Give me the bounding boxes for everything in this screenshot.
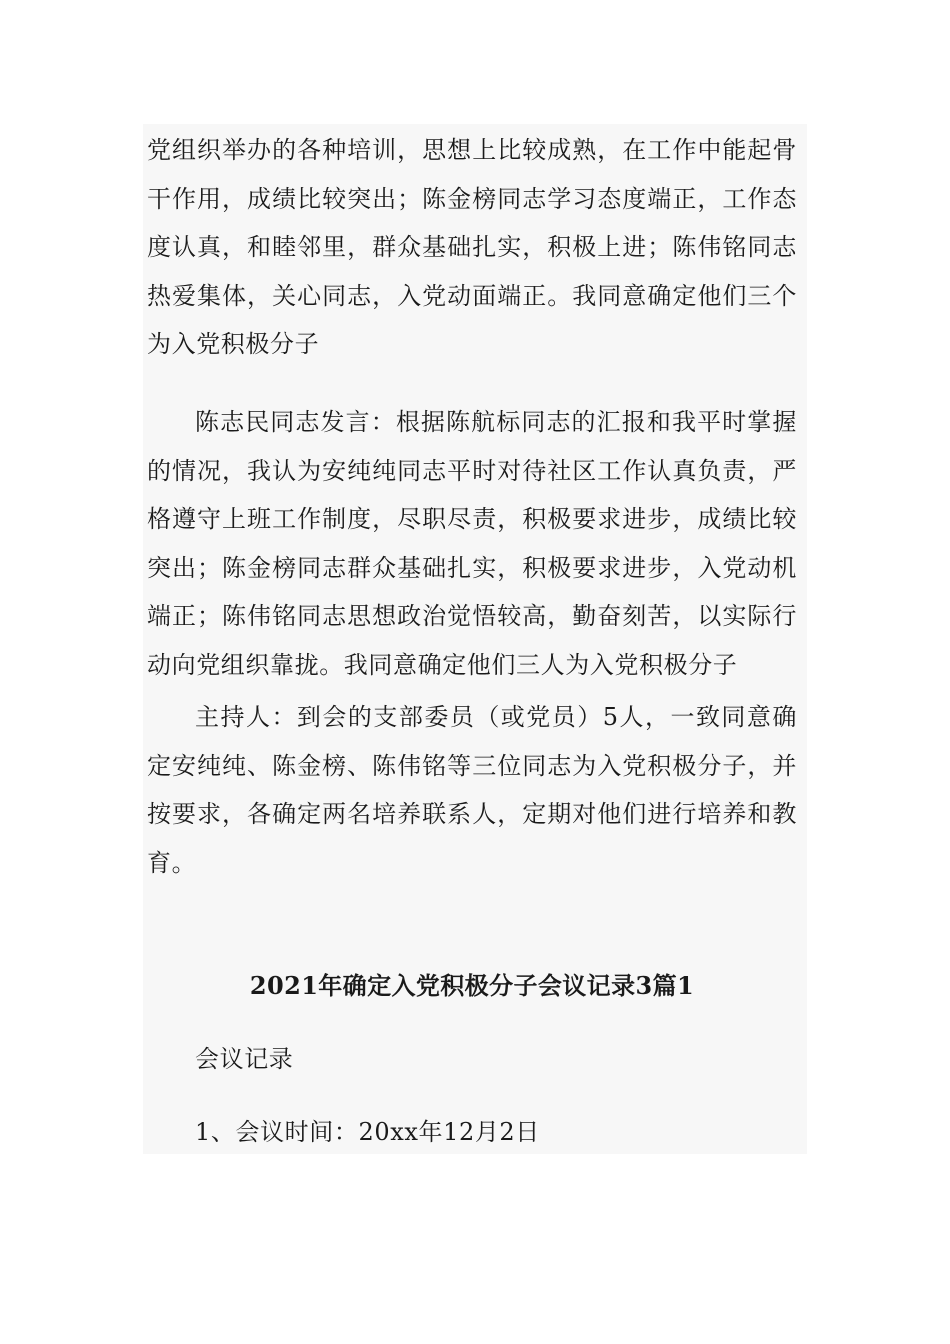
section-label: 会议记录 [195, 1045, 294, 1073]
paragraph-continuation: 党组织举办的各种培训，思想上比较成熟，在工作中能起骨干作用，成绩比较突出；陈金榜同志学习态度端正，工作态度认真，和睦邻里，群众基础扎实，积极上进；陈伟铭同志热爱集体，关心同志，入党动面端正。我同意确定他们三个为入党积极分子 [147, 136, 797, 358]
paragraph-host-conclusion: 主持人：到会的支部委员（或党员）5人，一致同意确定安纯纯、陈金榜、陈伟铭等三位同志为入党积极分子，并按要求，各确定两名培养联系人，定期对他们进行培养和教育。 [147, 703, 797, 877]
meeting-time-line: 1、会议时间：20xx年12月2日 [195, 1118, 540, 1146]
document-heading: 2021年确定入党积极分子会议记录3篇1 [249, 971, 695, 1000]
paragraph-speech-chen-zhimin: 陈志民同志发言：根据陈航标同志的汇报和我平时掌握的情况，我认为安纯纯同志平时对待社区工作认真负责，严格遵守上班工作制度，尽职尽责，积极要求进步，成绩比较突出；陈金榜同志群众基础扎实，积极要求进步，入党动机端正；陈伟铭同志思想政治觉悟较高，勤奋刻苦，以实际行动向党组织靠拢。我同意确定他们三人为入党积极分子 [147, 408, 797, 679]
